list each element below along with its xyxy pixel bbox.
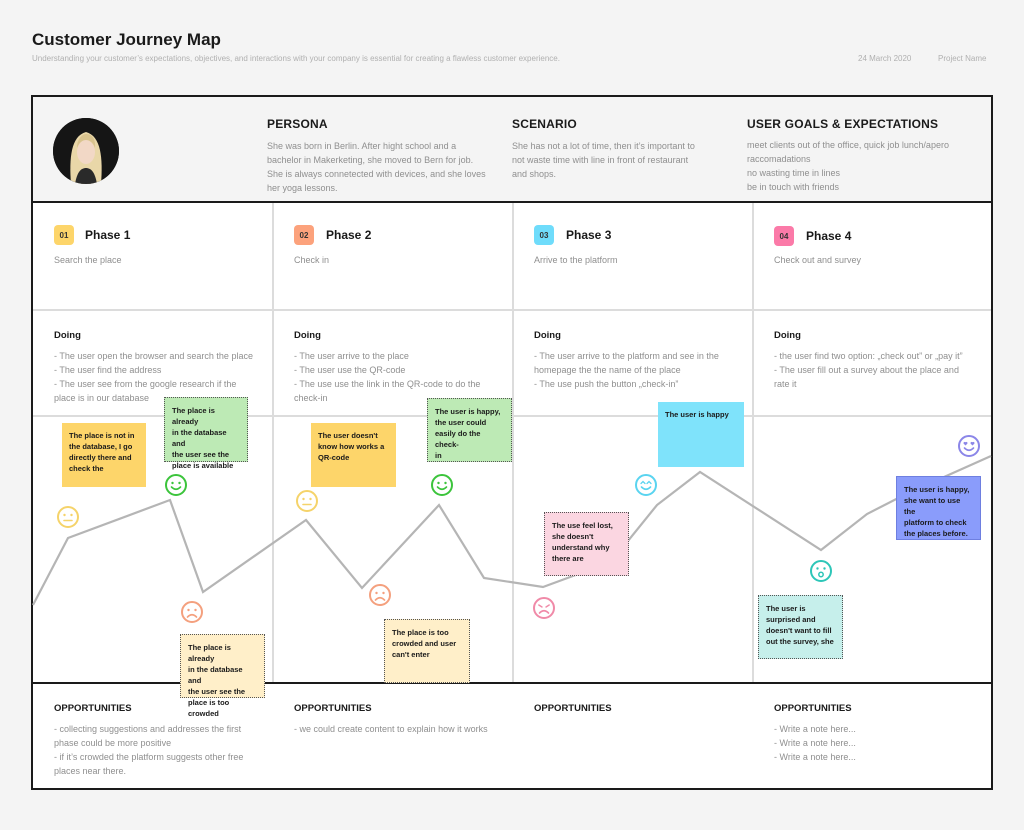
sticky-note[interactable]: The place is not in the database, I go directly there and check the	[62, 423, 146, 487]
page-title: Customer Journey Map	[32, 30, 221, 49]
goals-text: meet clients out of the office, quick job lunch/apero raccomadations no wasting time in lines be in touch with friends	[747, 140, 949, 192]
phase-3-badge: 03	[534, 225, 554, 245]
phase-3-opportunities-heading: OPPORTUNITIES	[534, 703, 612, 714]
project-name[interactable]: Project Name	[938, 54, 987, 63]
persona-avatar	[53, 118, 119, 184]
phase-2-opportunities-heading: OPPORTUNITIES	[294, 703, 372, 714]
column-divider	[272, 203, 274, 682]
persona-heading: PERSONA	[267, 117, 328, 131]
sad-face-icon	[180, 600, 204, 624]
phase-4-badge: 04	[774, 226, 794, 246]
phase-1-doing-heading: Doing	[54, 330, 81, 341]
sticky-note[interactable]: The user is happy, she want to use the platform to check the places before.	[896, 476, 981, 540]
phase-1-title: Phase 1	[85, 228, 131, 242]
neutral-face-icon	[295, 489, 319, 513]
phase-1-doing-text: - The user open the browser and search the place - The user find the address - The user see from the google research if the place is in our database	[54, 351, 253, 403]
sticky-note[interactable]: The place is already in the database and the user see the place is available	[164, 397, 248, 462]
phase-4-doing-heading: Doing	[774, 330, 801, 341]
sticky-note[interactable]: The place is already in the database and the user see the place is too crowded	[180, 634, 265, 698]
phase-1-subtitle: Search the place	[54, 255, 122, 265]
column-divider	[512, 203, 514, 682]
page-subtitle: Understanding your customer’s expectations, objectives, and interactions with your company is essential for creating a flawless customer experience.	[32, 54, 560, 63]
phase-4-opportunities-heading: OPPORTUNITIES	[774, 703, 852, 714]
phase-1-badge: 01	[54, 225, 74, 245]
sticky-note[interactable]: The use feel lost, she doesn't understand why there are	[544, 512, 629, 576]
phase-2-subtitle: Check in	[294, 255, 330, 265]
row-divider	[33, 309, 991, 311]
phase-3-title: Phase 3	[566, 228, 612, 242]
love-face-icon	[957, 434, 981, 458]
goals-heading: USER GOALS & EXPECTATIONS	[747, 117, 939, 131]
phase-4-opportunities-text[interactable]: - Write a note here... - Write a note here... - Write a note here...	[774, 724, 856, 762]
phase-3-doing-heading: Doing	[534, 330, 561, 341]
phase-4-subtitle: Check out and survey	[774, 255, 862, 265]
phase-4-title: Phase 4	[806, 229, 852, 243]
row-divider	[33, 682, 991, 684]
sticky-note[interactable]: The user is happy, the user could easily do the check- in	[427, 398, 512, 462]
phase-2-doing-heading: Doing	[294, 330, 321, 341]
surprised-face-icon	[809, 559, 833, 583]
sad-face-icon	[532, 596, 556, 620]
phase-2-badge: 02	[294, 225, 314, 245]
scenario-text: She has not a lot of time, then it’s important to not waste time with line in front of restaurant and shops.	[512, 141, 695, 179]
neutral-face-icon	[56, 505, 80, 529]
phase-2-opportunities-text: - we could create content to explain how it works	[294, 724, 488, 734]
persona-text: She was born in Berlin. After hight school and a bachelor in Makerketing, she moved to Bern for job. She is always connetected with devices, and she loves her yoga lessons.	[267, 141, 486, 193]
happy-face-icon	[430, 473, 454, 497]
sticky-note[interactable]: The user doesn't know how works a QR-code	[311, 423, 396, 487]
phase-1-opportunities-heading: OPPORTUNITIES	[54, 703, 132, 714]
grinning-face-icon	[634, 473, 658, 497]
date-label: 24 March 2020	[858, 54, 912, 63]
phase-4-doing-text: - the user find two option: „check out” or „pay it” - The user fill out a survey about the place and rate it	[774, 351, 963, 389]
phase-3-subtitle: Arrive to the platform	[534, 255, 618, 265]
sad-face-icon	[368, 583, 392, 607]
scenario-heading: SCENARIO	[512, 117, 577, 131]
phase-3-doing-text: - The user arrive to the platform and see in the homepage the the name of the place - The use push the button „check-in”	[534, 351, 719, 389]
phase-1-opportunities-text: - collecting suggestions and addresses the first phase could be more positive - if it’s crowded the platform suggests other free places near there.	[54, 724, 244, 776]
sticky-note[interactable]: The place is too crowded and user can't enter	[384, 619, 470, 683]
persona-band	[33, 97, 991, 203]
phase-2-title: Phase 2	[326, 228, 372, 242]
happy-face-icon	[164, 473, 188, 497]
phase-2-doing-text: - The user arrive to the place - The user use the QR-code - The use use the link in the QR-code to do the check-in	[294, 351, 481, 403]
sticky-note[interactable]: The user is surprised and doesn't want to fill out the survey, she	[758, 595, 843, 659]
column-divider	[752, 203, 754, 682]
sticky-note[interactable]: The user is happy	[658, 402, 744, 467]
